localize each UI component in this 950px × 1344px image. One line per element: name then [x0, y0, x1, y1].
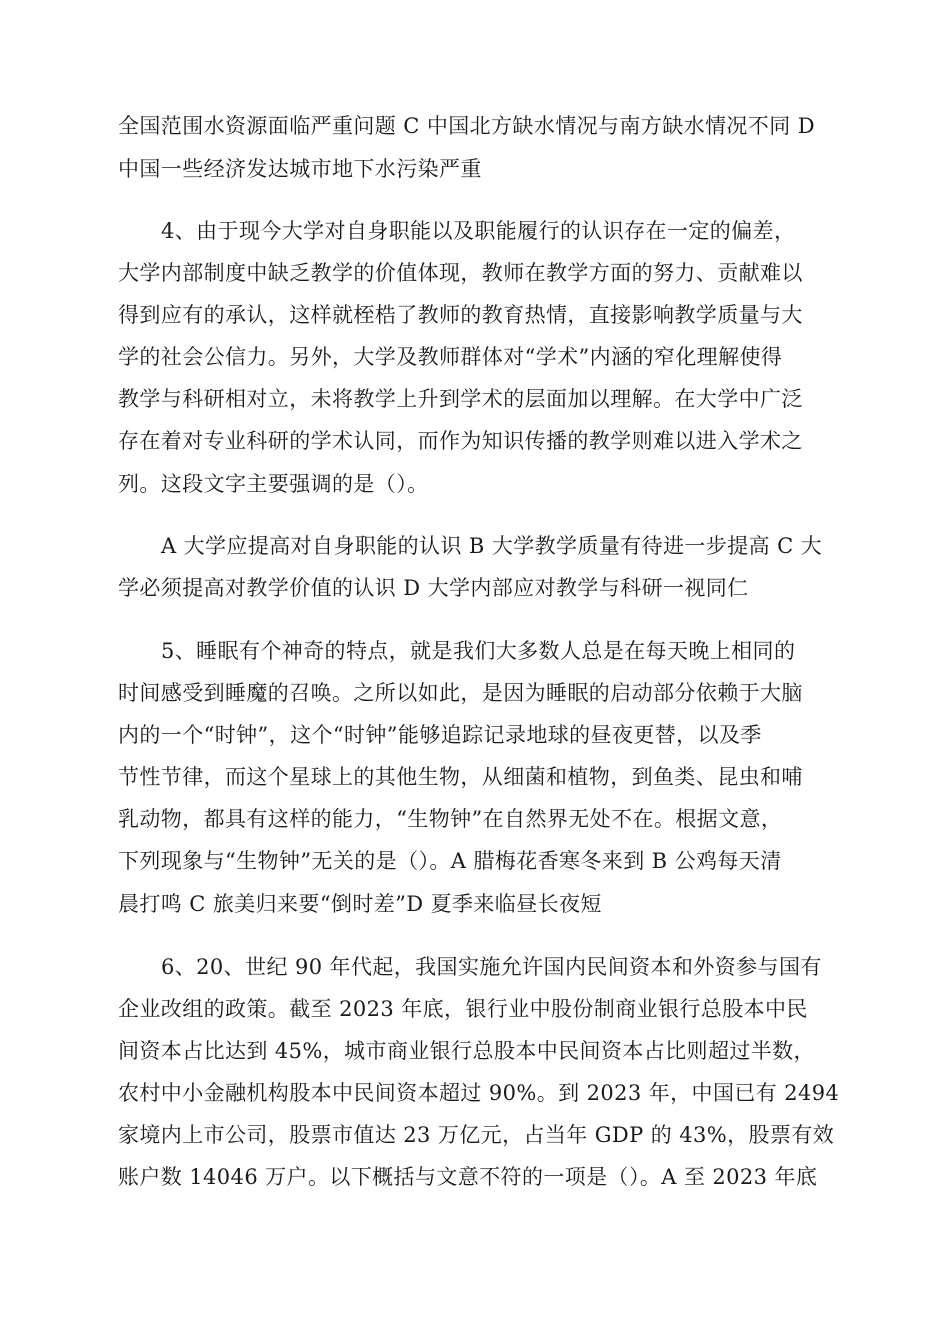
- text-line: 下列现象与“生物钟”无关的是（）。A 腊梅花香寒冬来到 B 公鸡每天清: [118, 849, 782, 873]
- text-line: A 大学应提高对自身职能的认识 B 大学教学质量有待进一步提高 C 大: [161, 534, 823, 558]
- text-line: 大学内部制度中缺乏教学的价值体现，教师在教学方面的努力、贡献难以: [118, 261, 803, 285]
- text-line: 晨打鸣 C 旅美归来要“倒时差”D 夏季来临昼长夜短: [118, 892, 602, 916]
- text-line: 乳动物，都具有这样的能力，“生物钟”在自然界无处不在。根据文意，: [118, 807, 783, 831]
- text-line: 全国范围水资源面临严重问题 C 中国北方缺水情况与南方缺水情况不同 D: [118, 114, 815, 138]
- text-line: 间资本占比达到 45%，城市商业银行总股本中民间资本占比则超过半数，: [118, 1039, 815, 1063]
- text-line: 企业改组的政策。截至 2023 年底，银行业中股份制商业银行总股本中民: [118, 997, 808, 1021]
- text-line: 6、20、世纪 90 年代起，我国实施允许国内民间资本和外资参与国有: [161, 955, 822, 979]
- text-line: 家境内上市公司，股票市值达 23 万亿元，占当年 GDP 的 43%，股票有效: [118, 1123, 835, 1147]
- text-line: 学必须提高对教学价值的认识 D 大学内部应对教学与科研一视同仁: [118, 576, 749, 600]
- text-line: 内的一个“时钟”，这个“时钟”能够追踪记录地球的昼夜更替，以及季: [118, 723, 762, 747]
- text-line: 存在着对专业科研的学术认同，而作为知识传播的教学则难以进入学术之: [118, 429, 803, 453]
- text-line: 学的社会公信力。另外，大学及教师群体对“学术”内涵的窄化理解使得: [118, 345, 783, 369]
- text-line: 节性节律，而这个星球上的其他生物，从细菌和植物，到鱼类、昆虫和哺: [118, 765, 803, 789]
- text-line: 账户数 14046 万户。以下概括与文意不符的一项是（）。A 至 2023 年底: [118, 1165, 818, 1189]
- text-line: 5、睡眠有个神奇的特点，就是我们大多数人总是在每天晚上相同的: [161, 639, 796, 663]
- text-line: 4、由于现今大学对自身职能以及职能履行的认识存在一定的偏差，: [161, 219, 796, 243]
- text-line: 得到应有的承认，这样就桎梏了教师的教育热情，直接影响教学质量与大: [118, 303, 803, 327]
- text-line: 时间感受到睡魔的召唤。之所以如此，是因为睡眠的启动部分依赖于大脑: [118, 681, 803, 705]
- text-line: 中国一些经济发达城市地下水污染严重: [118, 157, 482, 181]
- text-line: 教学与科研相对立，未将教学上升到学术的层面加以理解。在大学中广泛: [118, 387, 803, 411]
- text-line: 农村中小金融机构股本中民间资本超过 90%。到 2023 年，中国已有 2494: [118, 1081, 840, 1105]
- text-line: 列。这段文字主要强调的是（）。: [118, 472, 429, 496]
